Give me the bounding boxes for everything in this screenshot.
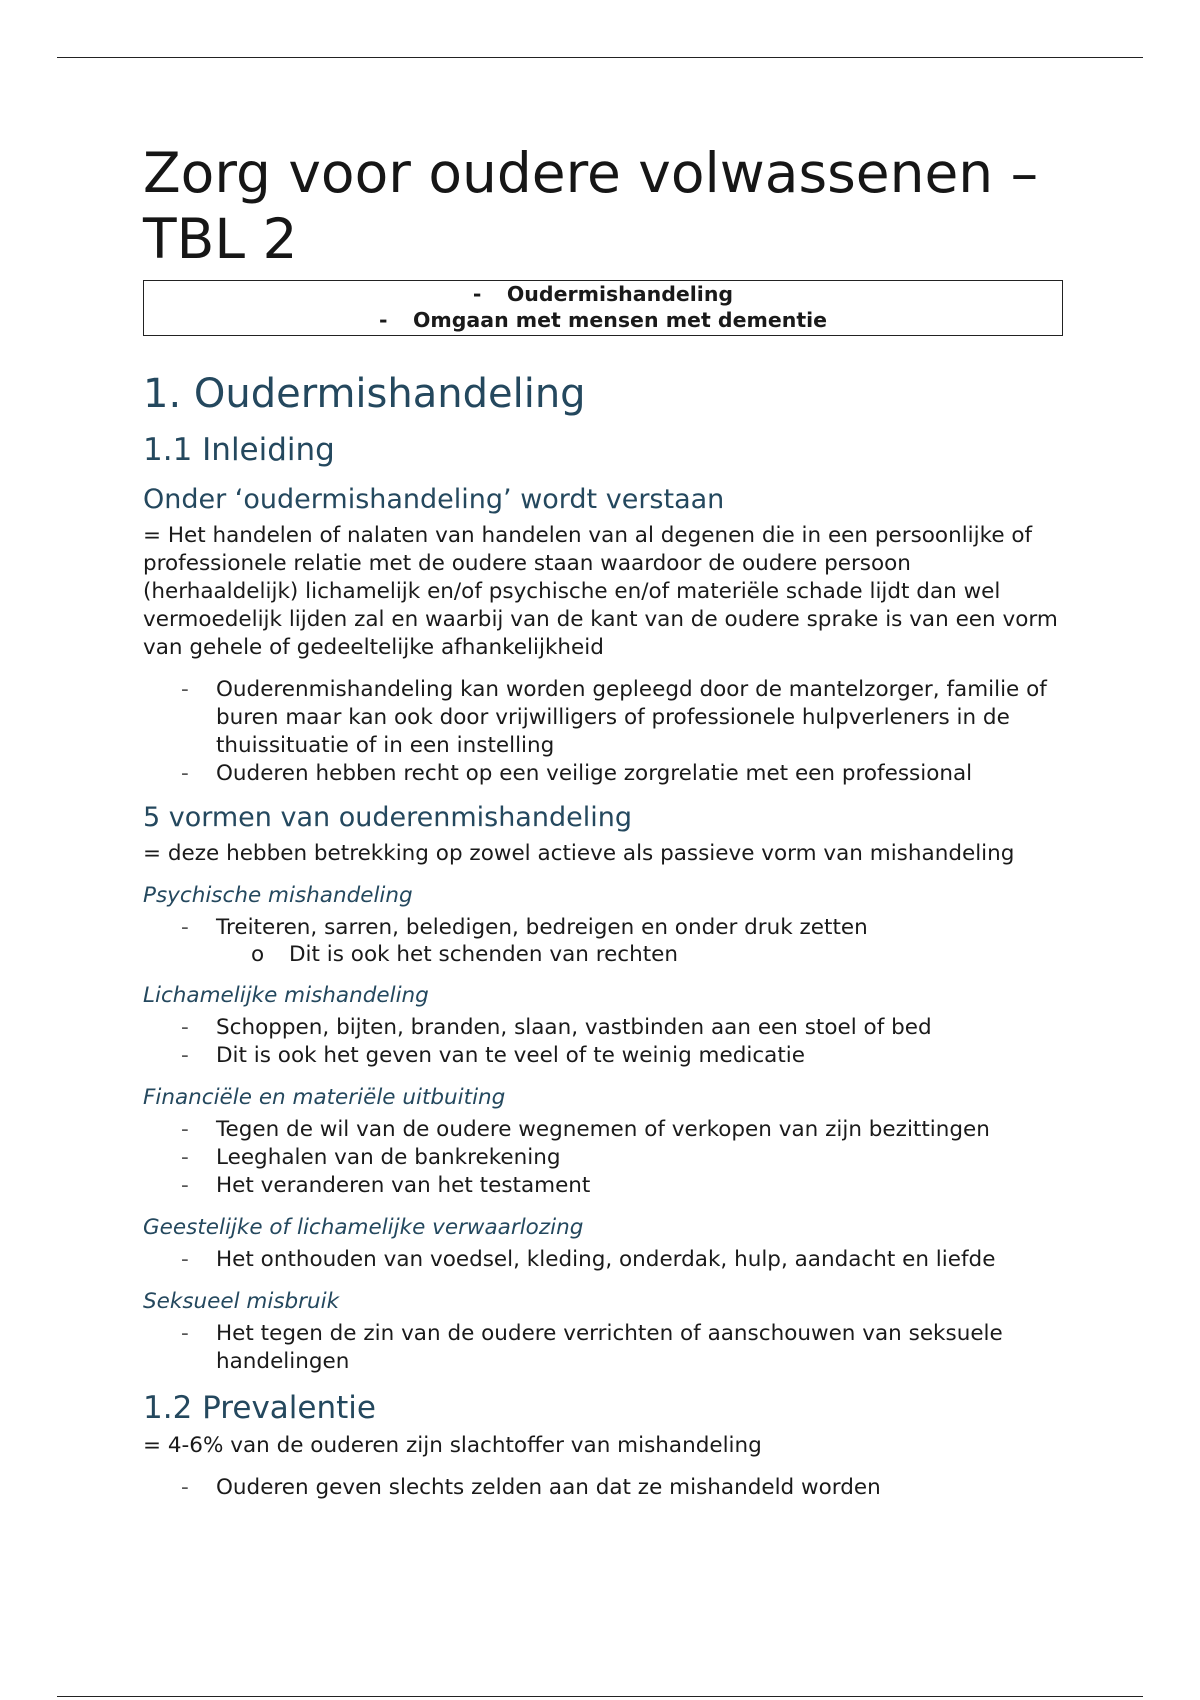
footer-rule: [57, 1696, 1143, 1697]
definition-text: = Het handelen of nalaten van handelen van al degenen die in een persoonlijke of professionele relatie met de oudere staan waardoor de oudere persoon (herhaaldelijk) lichamelijk en/of psychische en/of materiële schade lijdt dan wel vermoedelijk lijden zal en waarbij van de kant van de oudere sprake is van een vorm van gehele of gedeeltelijke afhankelijkheid: [143, 523, 1058, 660]
topic-item: - Oudermishandeling: [472, 282, 734, 306]
list-item: - Ouderen hebben recht op een veilige zorgrelatie met een professional: [143, 760, 1063, 788]
list-item: - Schoppen, bijten, branden, slaan, vastbinden aan een stoel of bed: [143, 1014, 1063, 1042]
form-bullets: [143, 914, 1063, 968]
list-item: - Ouderenmishandeling kan worden gepleegd door de mantelzorger, familie of buren maar kan ook door vrijwilligers of professionele hulpverleners in de thuissituatie of in een instelling: [143, 676, 1063, 760]
form-heading: Psychische mishandeling: [143, 883, 413, 908]
list-item: - Het veranderen van het testament: [143, 1172, 1063, 1200]
inleiding-bullets: [143, 676, 1063, 788]
form-bullets: [143, 1116, 1063, 1200]
list-item: - Treiteren, sarren, beledigen, bedreigen en onder druk zetten o Dit is ook het schenden van rechten: [143, 914, 1063, 968]
definition-heading: Onder ‘oudermishandeling’ wordt verstaan: [143, 484, 725, 515]
form-heading: Geestelijke of lichamelijke verwaarlozing: [143, 1215, 584, 1240]
list-item: o Dit is ook het schenden van rechten: [216, 942, 1063, 968]
form-heading: Seksueel misbruik: [143, 1289, 340, 1314]
list-item: - Het onthouden van voedsel, kleding, onderdak, hulp, aandacht en liefde: [143, 1246, 1063, 1274]
list-item: - Dit is ook het geven van te veel of te weinig medicatie: [143, 1042, 1063, 1070]
prevalence-bullets: [143, 1474, 1063, 1502]
header-rule: [57, 57, 1143, 58]
list-item: - Leeghalen van de bankrekening: [143, 1144, 1063, 1172]
forms-heading: 5 vormen van ouderenmishandeling: [143, 802, 632, 833]
topic-item: - Omgaan met mensen met dementie: [378, 308, 828, 332]
list-item: - Het tegen de zin van de oudere verrichten of aanschouwen van seksuele handelingen: [143, 1320, 1063, 1376]
form-bullets: [143, 1320, 1063, 1376]
document-title: Zorg voor oudere volwassenen – TBL 2: [143, 141, 1039, 271]
sub-bullets: [216, 942, 1063, 968]
list-item: - Tegen de wil van de oudere wegnemen of verkopen van zijn bezittingen: [143, 1116, 1063, 1144]
form-bullets: [143, 1014, 1063, 1070]
subsection-heading: 1.1 Inleiding: [143, 432, 335, 468]
form-bullets: [143, 1246, 1063, 1274]
section-heading: 1. Oudermishandeling: [143, 371, 586, 417]
document-page: [143, 140, 1063, 1502]
list-item: - Ouderen geven slechts zelden aan dat ze mishandeld worden: [143, 1474, 1063, 1502]
form-heading: Financiële en materiële uitbuiting: [143, 1085, 506, 1110]
subsection-heading: 1.2 Prevalentie: [143, 1390, 376, 1426]
topics-box: [143, 280, 1063, 336]
forms-intro: = deze hebben betrekking op zowel actieve als passieve vorm van mishandeling: [143, 841, 1015, 866]
form-heading: Lichamelijke mishandeling: [143, 983, 429, 1008]
prevalence-text: = 4-6% van de ouderen zijn slachtoffer van mishandeling: [143, 1433, 762, 1458]
